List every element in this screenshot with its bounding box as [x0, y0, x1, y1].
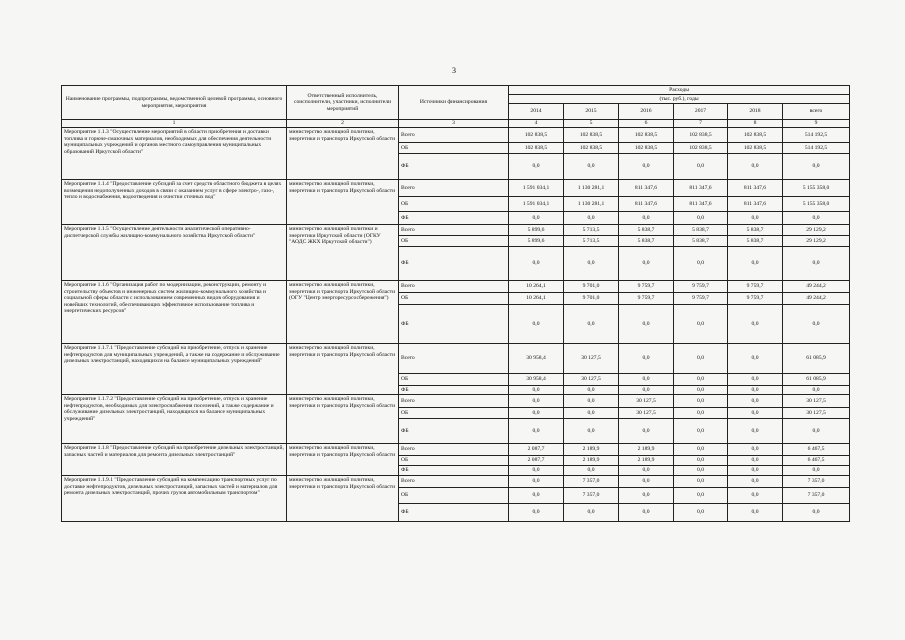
- amount-cell: 0,0: [728, 408, 783, 419]
- measure-name: Мероприятие 1.1.4 "Предоставление субсидий за счет средств областного бюджета в целях возмещения недополученных доходов в связи с оказанием услуг в сфере электро-, газо-, тепло и водоснабжения, водоотведения и очистки сточных вод": [62, 180, 287, 225]
- amount-cell: 0,0: [728, 344, 783, 374]
- amount-cell: 0,0: [509, 247, 564, 281]
- amount-cell: 0,0: [783, 212, 850, 225]
- amount-cell: 0,0: [564, 154, 619, 180]
- header-year: 2014: [509, 104, 564, 120]
- amount-cell: 0,0: [728, 456, 783, 466]
- amount-cell: 30 127,5: [783, 395, 850, 408]
- measure-executor: министерство жилищной политики, энергетики и транспорта Иркутской области: [287, 180, 399, 225]
- header-expenses: Расходы: [509, 86, 850, 95]
- amount-cell: 30 127,5: [564, 374, 619, 386]
- amount-cell: 0,0: [728, 476, 783, 488]
- column-number: 9: [783, 120, 850, 128]
- amount-cell: 6 467,5: [783, 456, 850, 466]
- amount-cell: 9 759,7: [674, 293, 728, 305]
- amount-cell: 0,0: [783, 504, 850, 522]
- amount-cell: 0,0: [509, 154, 564, 180]
- amount-cell: 0,0: [674, 386, 728, 395]
- amount-cell: 102 838,5: [674, 128, 728, 143]
- amount-cell: 0,0: [728, 488, 783, 504]
- measure-executor: министерство жилищной политики, энергетики и транспорта Иркутской области (ОГУ "Центр энергоресурсосбережения"): [287, 281, 399, 344]
- amount-cell: 1 130 281,1: [564, 197, 619, 212]
- amount-cell: 9 759,7: [728, 281, 783, 293]
- header-units: (тыс. руб.), годы: [509, 95, 850, 104]
- amount-cell: 1 130 281,1: [564, 180, 619, 197]
- amount-cell: 0,0: [619, 386, 674, 395]
- amount-cell: 514 192,5: [783, 143, 850, 154]
- amount-cell: 30 127,5: [564, 344, 619, 374]
- column-number: 7: [674, 120, 728, 128]
- funding-source: Всего: [399, 225, 509, 236]
- amount-cell: 5 713,5: [564, 236, 619, 247]
- amount-cell: 0,0: [674, 444, 728, 456]
- amount-cell: 7 357,0: [783, 476, 850, 488]
- amount-cell: 2 189,9: [619, 444, 674, 456]
- amount-cell: 0,0: [509, 395, 564, 408]
- amount-cell: 0,0: [564, 395, 619, 408]
- amount-cell: 30 958,4: [509, 374, 564, 386]
- amount-cell: 0,0: [783, 247, 850, 281]
- amount-cell: 0,0: [728, 386, 783, 395]
- amount-cell: 0,0: [728, 504, 783, 522]
- header-year: 2017: [674, 104, 728, 120]
- amount-cell: 5 838,7: [728, 236, 783, 247]
- amount-cell: 0,0: [564, 466, 619, 476]
- amount-cell: 514 192,5: [783, 128, 850, 143]
- amount-cell: 9 701,0: [564, 281, 619, 293]
- amount-cell: 0,0: [619, 305, 674, 344]
- amount-cell: 102 838,5: [674, 143, 728, 154]
- amount-cell: 1 591 034,1: [509, 180, 564, 197]
- amount-cell: 102 838,5: [564, 128, 619, 143]
- header-executor: Ответственный исполнитель, соисполнители, участники, исполнители мероприятий: [287, 86, 399, 120]
- column-number: 4: [509, 120, 564, 128]
- financing-table: [61, 85, 850, 522]
- header-year: всего: [783, 104, 850, 120]
- amount-cell: 0,0: [674, 247, 728, 281]
- amount-cell: 0,0: [728, 212, 783, 225]
- amount-cell: 2 189,9: [619, 456, 674, 466]
- amount-cell: 0,0: [728, 374, 783, 386]
- funding-source: ОБ: [399, 374, 509, 386]
- header-year: 2016: [619, 104, 674, 120]
- header-sources: Источники финансирования: [399, 86, 509, 120]
- amount-cell: 0,0: [619, 344, 674, 374]
- amount-cell: 811 347,6: [728, 180, 783, 197]
- amount-cell: 0,0: [728, 305, 783, 344]
- funding-source: Всего: [399, 476, 509, 488]
- amount-cell: 0,0: [619, 154, 674, 180]
- measure-executor: министерство жилищной политики и энергетики Иркутской области (ОГКУ "АОДС ЖКХ Иркутской области"): [287, 225, 399, 281]
- measure-executor: министерство жилищной политики, энергетики и транспорта Иркутской области: [287, 444, 399, 476]
- amount-cell: 0,0: [783, 419, 850, 444]
- amount-cell: 5 838,7: [728, 225, 783, 236]
- amount-cell: 10 264,1: [509, 281, 564, 293]
- funding-source: ОБ: [399, 197, 509, 212]
- amount-cell: 2 189,9: [564, 444, 619, 456]
- amount-cell: 30 127,5: [783, 408, 850, 419]
- amount-cell: 0,0: [509, 386, 564, 395]
- amount-cell: 5 838,7: [619, 236, 674, 247]
- amount-cell: 0,0: [509, 488, 564, 504]
- measure-executor: министерство жилищной политики, энергетики и транспорта Иркутской области: [287, 344, 399, 395]
- amount-cell: 0,0: [674, 466, 728, 476]
- page-number: 3: [452, 66, 456, 75]
- amount-cell: 0,0: [619, 466, 674, 476]
- amount-cell: 2 087,7: [509, 444, 564, 456]
- funding-source: ОБ: [399, 236, 509, 247]
- amount-cell: 5 899,6: [509, 236, 564, 247]
- amount-cell: 5 838,7: [674, 236, 728, 247]
- measure-name: Мероприятие 1.1.9.1 "Предоставление субсидий на компенсацию транспортных услуг по доставке нефтепродуктов, дизельных электростанций, запасных частей и материалов для ремонта дизельных электростанций, прочих грузов автомобильным транспортом": [62, 476, 287, 522]
- funding-source: Всего: [399, 281, 509, 293]
- amount-cell: 0,0: [619, 212, 674, 225]
- amount-cell: 30 127,5: [619, 395, 674, 408]
- amount-cell: 5 713,5: [564, 225, 619, 236]
- measure-name: Мероприятие 1.1.6 "Организация работ по модернизации, реконструкции, ремонту и строительству объектов и инженерных систем жилищно-коммунального хозяйства и социальной сферы области с использованием современных видов оборудования и новейших технологий, обеспечивающих эффективное использование топлива и энергетических ресурсов": [62, 281, 287, 344]
- amount-cell: 0,0: [509, 504, 564, 522]
- amount-cell: 0,0: [619, 488, 674, 504]
- amount-cell: 6 467,5: [783, 444, 850, 456]
- column-number: 1: [62, 120, 287, 128]
- amount-cell: 102 838,5: [728, 128, 783, 143]
- amount-cell: 9 701,0: [564, 293, 619, 305]
- amount-cell: 9 759,7: [619, 281, 674, 293]
- amount-cell: 5 838,7: [619, 225, 674, 236]
- amount-cell: 0,0: [564, 408, 619, 419]
- amount-cell: 102 838,5: [509, 128, 564, 143]
- amount-cell: 811 347,6: [619, 197, 674, 212]
- funding-source: ФБ: [399, 419, 509, 444]
- measure-executor: министерство жилищной политики, энергетики и транспорта Иркутской области: [287, 128, 399, 180]
- funding-source: ОБ: [399, 488, 509, 504]
- amount-cell: 0,0: [674, 488, 728, 504]
- amount-cell: 49 244,2: [783, 293, 850, 305]
- measure-name: Мероприятие 1.1.5 "Осуществление деятельности аналитической оперативно-диспетчерской службы жилищно-коммунального хозяйства Иркутской области": [62, 225, 287, 281]
- amount-cell: 0,0: [674, 408, 728, 419]
- header-year: 2018: [728, 104, 783, 120]
- column-number: 3: [399, 120, 509, 128]
- amount-cell: 102 838,5: [509, 143, 564, 154]
- amount-cell: 0,0: [728, 395, 783, 408]
- measure-name: Мероприятие 1.1.7.2 "Предоставление субсидий на приобретение, отпуск и хранение нефтепродуктов, необходимых для электроснабжения поселений, а также содержание и обслуживание дизельных электростанций, находящихся на балансе муниципальных учреждений": [62, 395, 287, 444]
- amount-cell: 0,0: [509, 419, 564, 444]
- funding-source: Всего: [399, 395, 509, 408]
- amount-cell: 0,0: [674, 476, 728, 488]
- header-name: Наименование программы, подпрограммы, ведомственной целевой программы, основного мероприятия, мероприятия: [62, 86, 287, 120]
- amount-cell: 0,0: [728, 247, 783, 281]
- amount-cell: 61 085,9: [783, 344, 850, 374]
- measure-executor: министерство жилищной политики, энергетики и транспорта Иркутской области: [287, 395, 399, 444]
- amount-cell: 5 899,6: [509, 225, 564, 236]
- header-year: 2015: [564, 104, 619, 120]
- measure-name: Мероприятие 1.1.8 "Предоставление субсидий на приобретение дизельных электростанций, запасных частей и материалов для ремонта дизельных электростанций": [62, 444, 287, 476]
- amount-cell: 0,0: [619, 419, 674, 444]
- column-number: 6: [619, 120, 674, 128]
- amount-cell: 1 591 034,1: [509, 197, 564, 212]
- amount-cell: 811 347,6: [728, 197, 783, 212]
- funding-source: ОБ: [399, 143, 509, 154]
- amount-cell: 2 189,9: [564, 456, 619, 466]
- amount-cell: 49 244,2: [783, 281, 850, 293]
- amount-cell: 0,0: [728, 466, 783, 476]
- funding-source: ФБ: [399, 247, 509, 281]
- funding-source: ФБ: [399, 305, 509, 344]
- amount-cell: 7 357,0: [783, 488, 850, 504]
- amount-cell: 0,0: [509, 408, 564, 419]
- amount-cell: 2 087,7: [509, 456, 564, 466]
- amount-cell: 0,0: [619, 504, 674, 522]
- amount-cell: 0,0: [728, 419, 783, 444]
- amount-cell: 0,0: [728, 154, 783, 180]
- amount-cell: 0,0: [783, 386, 850, 395]
- amount-cell: 102 838,5: [619, 128, 674, 143]
- amount-cell: 0,0: [674, 374, 728, 386]
- amount-cell: 9 759,7: [728, 293, 783, 305]
- amount-cell: 0,0: [564, 419, 619, 444]
- amount-cell: 0,0: [674, 212, 728, 225]
- funding-source: Всего: [399, 180, 509, 197]
- funding-source: ФБ: [399, 504, 509, 522]
- amount-cell: 5 838,7: [674, 225, 728, 236]
- amount-cell: 102 838,5: [619, 143, 674, 154]
- amount-cell: 0,0: [564, 305, 619, 344]
- measure-name: Мероприятие 1.1.7.1 "Предоставление субсидий на приобретение, отпуск и хранение нефтепродуктов для муниципальных учреждений, а также на содержание и обслуживание дизельных электростанций, находящихся на балансе муниципальных учреждений": [62, 344, 287, 395]
- amount-cell: 7 357,0: [564, 476, 619, 488]
- amount-cell: 0,0: [509, 466, 564, 476]
- amount-cell: 0,0: [783, 305, 850, 344]
- amount-cell: 5 155 358,0: [783, 197, 850, 212]
- amount-cell: 0,0: [619, 374, 674, 386]
- amount-cell: 0,0: [674, 456, 728, 466]
- amount-cell: 7 357,0: [564, 488, 619, 504]
- amount-cell: 30 958,4: [509, 344, 564, 374]
- funding-source: ОБ: [399, 408, 509, 419]
- funding-source: Всего: [399, 128, 509, 143]
- amount-cell: 811 347,6: [674, 180, 728, 197]
- amount-cell: 0,0: [728, 444, 783, 456]
- amount-cell: 5 155 358,0: [783, 180, 850, 197]
- column-number: 8: [728, 120, 783, 128]
- amount-cell: 0,0: [509, 476, 564, 488]
- funding-source: Всего: [399, 344, 509, 374]
- amount-cell: 0,0: [674, 344, 728, 374]
- amount-cell: 102 838,5: [728, 143, 783, 154]
- funding-source: Всего: [399, 444, 509, 456]
- amount-cell: 29 129,2: [783, 225, 850, 236]
- amount-cell: 0,0: [674, 395, 728, 408]
- funding-source: ФБ: [399, 212, 509, 225]
- funding-source: ОБ: [399, 456, 509, 466]
- amount-cell: 811 347,6: [619, 180, 674, 197]
- funding-source: ФБ: [399, 154, 509, 180]
- measure-name: Мероприятие 1.1.3 "Осуществление мероприятий в области приобретения и доставки топлива и горюче-смазочных материалов, необходимых для обеспечения деятельности муниципальных учреждений и органов местного самоуправления муниципальных образований Иркутской области": [62, 128, 287, 180]
- amount-cell: 0,0: [564, 504, 619, 522]
- amount-cell: 0,0: [564, 247, 619, 281]
- amount-cell: 0,0: [564, 212, 619, 225]
- column-number: 5: [564, 120, 619, 128]
- amount-cell: 9 759,7: [619, 293, 674, 305]
- column-number: 2: [287, 120, 399, 128]
- amount-cell: 29 129,2: [783, 236, 850, 247]
- amount-cell: 0,0: [619, 247, 674, 281]
- funding-source: ОБ: [399, 293, 509, 305]
- amount-cell: 102 838,5: [564, 143, 619, 154]
- amount-cell: 30 127,5: [619, 408, 674, 419]
- amount-cell: 10 264,1: [509, 293, 564, 305]
- measure-executor: министерство жилищной политики, энергетики и транспорта Иркутской области: [287, 476, 399, 522]
- amount-cell: 0,0: [674, 504, 728, 522]
- amount-cell: 0,0: [674, 419, 728, 444]
- amount-cell: 0,0: [674, 305, 728, 344]
- amount-cell: 0,0: [619, 476, 674, 488]
- funding-source: ФБ: [399, 466, 509, 476]
- amount-cell: 0,0: [564, 386, 619, 395]
- amount-cell: 61 085,9: [783, 374, 850, 386]
- amount-cell: 811 347,6: [674, 197, 728, 212]
- amount-cell: 0,0: [783, 466, 850, 476]
- amount-cell: 9 759,7: [674, 281, 728, 293]
- amount-cell: 0,0: [509, 212, 564, 225]
- amount-cell: 0,0: [783, 154, 850, 180]
- amount-cell: 0,0: [674, 154, 728, 180]
- funding-source: ФБ: [399, 386, 509, 395]
- amount-cell: 0,0: [509, 305, 564, 344]
